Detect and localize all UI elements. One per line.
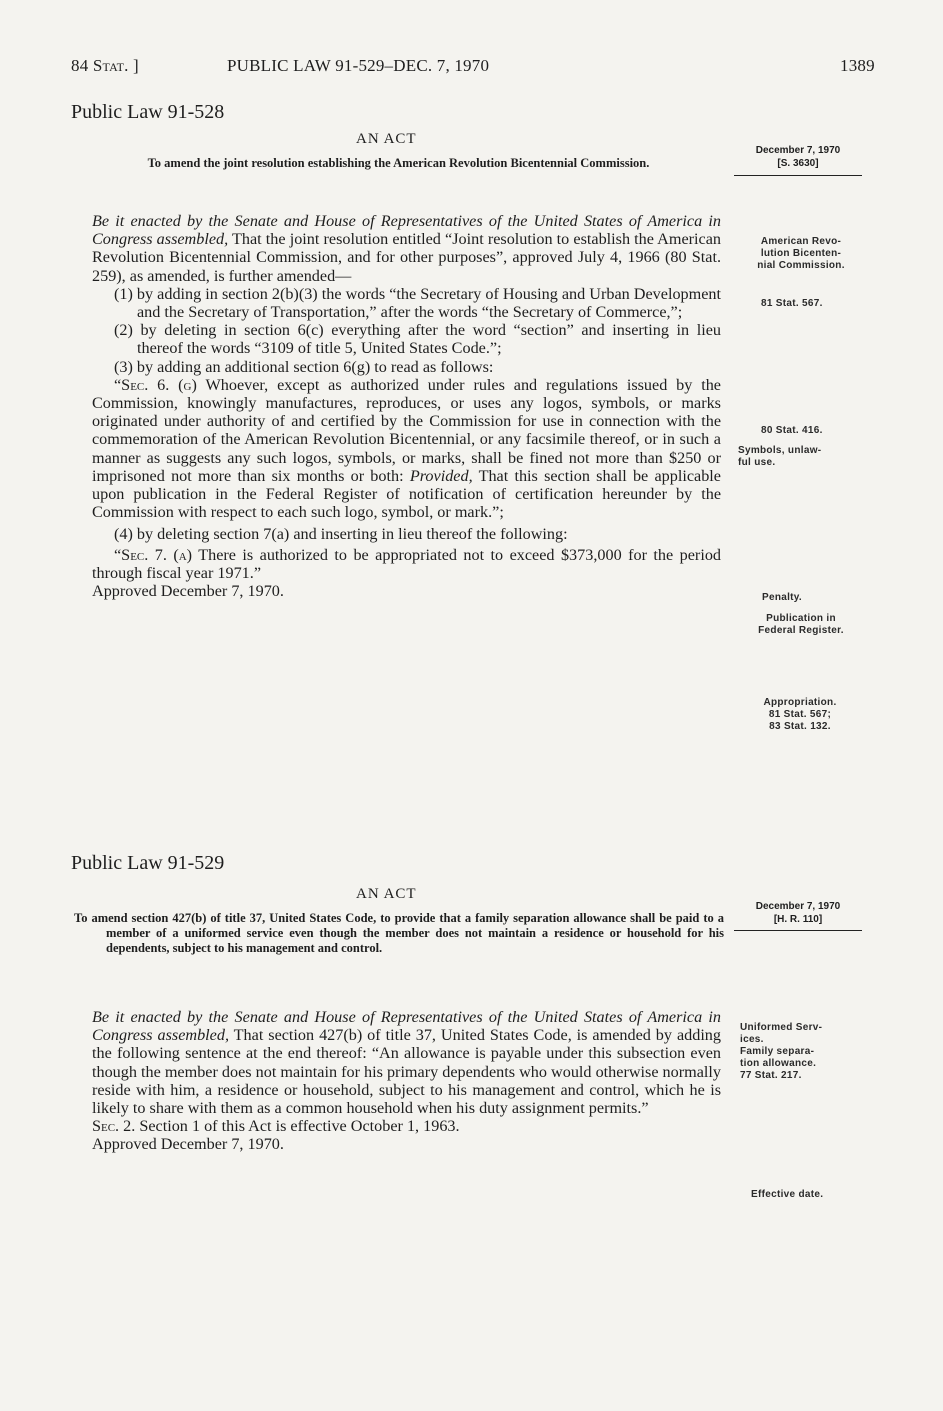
sec2-lead: Sec. 2. bbox=[92, 1117, 136, 1136]
provided-italic: Provided, bbox=[409, 466, 473, 485]
sec6g-lead: “Sec. 6. (g) bbox=[114, 375, 197, 394]
law1-bill-number: [S. 3630] bbox=[777, 158, 819, 169]
law2-title: Public Law 91-529 bbox=[71, 852, 225, 874]
law2-enacting-clause bbox=[92, 1008, 721, 1117]
law2-an-act: AN ACT bbox=[356, 886, 417, 902]
law2-sec-2 bbox=[92, 1117, 721, 1135]
law1-item-2: (2) by deleting in section 6(c) everything after the word “section” and inserting in lieu thereof the words “3109 of title 5, United States Code.”; bbox=[114, 321, 721, 358]
law2-approved: Approved December 7, 1970. bbox=[92, 1135, 284, 1154]
law2-note-uniformed: Uniformed Serv- ices. Family separa- tion allowance. 77 Stat. 217. bbox=[740, 1022, 823, 1081]
law1-note-publication: Publication in Federal Register. bbox=[758, 613, 844, 636]
law1-sec-6g bbox=[92, 376, 721, 522]
law1-enacting-clause bbox=[92, 212, 721, 285]
law1-date: December 7, 1970 bbox=[755, 145, 841, 156]
header-volume: 84 Stat. ] bbox=[71, 56, 139, 75]
law1-title: Public Law 91-528 bbox=[71, 101, 225, 123]
law1-note-80-stat: 80 Stat. 416. bbox=[761, 425, 823, 436]
law1-note-81-stat: 81 Stat. 567. bbox=[761, 298, 823, 309]
law1-date-rule bbox=[734, 175, 862, 176]
header-page-number: 1389 bbox=[840, 56, 875, 75]
law1-note-commission: American Revo- lution Bicenten- nial Commission. bbox=[757, 236, 845, 271]
enacting-rest: That the joint resolution entitled “Joint resolution to establish the American Revolution Bicentennial Commission, and for other purposes”, approved July 4, 1966 (80 Stat. 259), as amended, is further amended— bbox=[92, 230, 721, 285]
law1-item-3: (3) by adding an additional section 6(g) to read as follows: bbox=[114, 357, 494, 376]
law1-approved: Approved December 7, 1970. bbox=[92, 582, 284, 601]
law2-body bbox=[92, 1008, 721, 1154]
law1-note-penalty: Penalty. bbox=[762, 592, 803, 603]
law2-date-rule bbox=[734, 930, 862, 931]
sec6g-tail: That this section shall be applicable upon publication in the Federal Register of notification of certification hereunder by the Commission with respect to each such logo, symbol, or mark.”; bbox=[92, 466, 721, 522]
law1-item-1: (1) by adding in section 2(b)(3) the words “the Secretary of Housing and Urban Development and the Secretary of Transportation,” after the words “the Secretary of Commerce,”; bbox=[114, 284, 721, 322]
law1-an-act: AN ACT bbox=[356, 131, 417, 147]
enacting-rest: That section 427(b) of title 37, United States Code, is amended by adding the following sentence at the end thereof: “An allowance is payable under this subsection even though the member does not maintain for his primary dependents who would otherwise normally reside with him, a residence or household, subject to his management and control, which he is likely to share with them as a common household when his duty assignment permits.” bbox=[92, 1026, 721, 1118]
enacting-italic: Be it enacted by the Senate and House of Representatives of the United States of America in Congress assembled, bbox=[92, 212, 721, 249]
law1-date-block bbox=[738, 144, 858, 170]
law2-purpose: To amend section 427(b) of title 37, United States Code, to provide that a family separation allowance shall be paid to a member of a uniformed service even though the member does not maintain a residence or household for his dependents, subject to his management and control. bbox=[74, 911, 724, 955]
law1-sec-7 bbox=[92, 546, 721, 582]
law2-note-effective-date: Effective date. bbox=[751, 1189, 824, 1200]
sec7-lead: “Sec. 7. (a) bbox=[114, 545, 193, 564]
law1-note-appropriation: Appropriation. 81 Stat. 567; 83 Stat. 132. bbox=[763, 697, 837, 732]
enacting-italic: Be it enacted by the Senate and House of Representatives of the United States of America in Congress assembled, bbox=[92, 1008, 721, 1045]
law2-bill-number: [H. R. 110] bbox=[773, 914, 823, 925]
law1-body bbox=[92, 212, 721, 600]
law1-item-4: (4) by deleting section 7(a) and inserting in lieu thereof the following: bbox=[114, 525, 568, 544]
law1-note-symbols: Symbols, unlaw- ful use. bbox=[738, 445, 822, 468]
law2-date-block bbox=[738, 900, 858, 926]
header-title: PUBLIC LAW 91-529–DEC. 7, 1970 bbox=[227, 56, 490, 75]
law1-purpose: To amend the joint resolution establishing the American Revolution Bicentennial Commission. bbox=[147, 156, 650, 170]
sec7-text: There is authorized to be appropriated not to exceed $373,000 for the period through fiscal year 1971.” bbox=[92, 545, 722, 582]
sec2-text: Section 1 of this Act is effective October 1, 1963. bbox=[135, 1117, 460, 1136]
sec6g-text: Whoever, except as authorized under rules and regulations issued by the Commission, knowingly manufactures, reproduces, or uses any logos, symbols, or marks originated under authority of and certified by the Commission for use in connection with the commemoration of the American Revolution Bicentennial, or any facsimile thereof, or in such a manner as suggests any such logos, symbols, or marks, shall be fined not more than $250 or imprisoned not more than six months or both: bbox=[92, 375, 721, 485]
law2-date: December 7, 1970 bbox=[755, 901, 841, 912]
